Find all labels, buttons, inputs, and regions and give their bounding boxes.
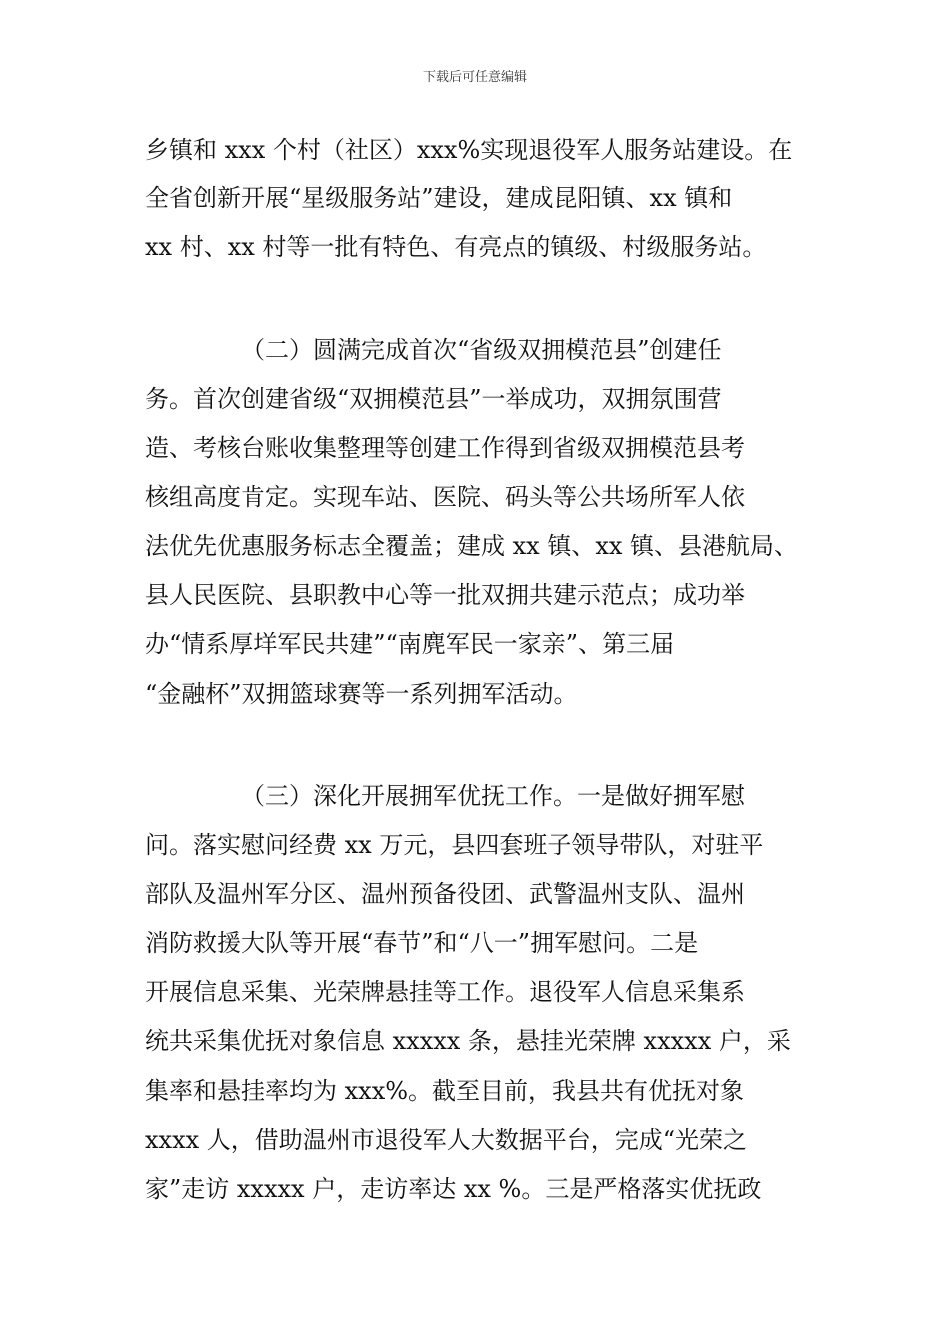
paragraph-line: 问。落实慰问经费 xx 万元，县四套班子领导带队，对驻平 xyxy=(145,831,764,859)
paragraph-line: 统共采集优抚对象信息 xxxxx 条，悬挂光荣牌 xxxxx 户，采 xyxy=(145,1027,791,1055)
paragraph-line: 消防救援大队等开展“春节”和“八一”拥军慰问。二是 xyxy=(145,929,699,957)
paragraph-line: 部队及温州军分区、温州预备役团、武警温州支队、温州 xyxy=(145,880,745,908)
page-header: 下载后可任意编辑 xyxy=(422,70,527,85)
paragraph-line: 全省创新开展“星级服务站”建设，建成昆阳镇、xx 镇和 xyxy=(145,184,733,212)
paragraph-line: 县人民医院、县职教中心等一批双拥共建示范点；成功举 xyxy=(145,581,745,609)
paragraph-line: 乡镇和 xxx 个村（社区）xxx%实现退役军人服务站建设。在 xyxy=(145,136,793,164)
paragraph-line: xxxx 人，借助温州市退役军人大数据平台，完成“光荣之 xyxy=(145,1126,748,1154)
paragraph-line: 开展信息采集、光荣牌悬挂等工作。退役军人信息采集系 xyxy=(145,978,745,1006)
paragraph-line: “金融杯”双拥篮球赛等一系列拥军活动。 xyxy=(145,680,578,708)
paragraph-line: 家”走访 xxxxx 户，走访率达 xx %。三是严格落实优抚政 xyxy=(145,1175,762,1203)
paragraph-line: 办“情系厚垟军民共建”“南麂军民一家亲”、第三届 xyxy=(145,630,675,658)
paragraph-line: 法优先优惠服务标志全覆盖；建成 xx 镇、xx 镇、县港航局、 xyxy=(145,532,799,560)
section-heading-line: （三）深化开展拥军优抚工作。一是做好拥军慰 xyxy=(241,782,745,810)
paragraph-line: 造、考核台账收集整理等创建工作得到省级双拥模范县考 xyxy=(145,434,745,462)
section-heading-line: （二）圆满完成首次“省级双拥模范县”创建任 xyxy=(241,336,722,364)
paragraph-line: 集率和悬挂率均为 xxx%。截至目前，我县共有优抚对象 xyxy=(145,1077,745,1105)
paragraph-line: 核组高度肯定。实现车站、医院、码头等公共场所军人依 xyxy=(145,483,745,511)
paragraph-line: xx 村、xx 村等一批有特色、有亮点的镇级、村级服务站。 xyxy=(145,233,767,261)
paragraph-line: 务。首次创建省级“双拥模范县”一举成功，双拥氛围营 xyxy=(145,385,722,413)
